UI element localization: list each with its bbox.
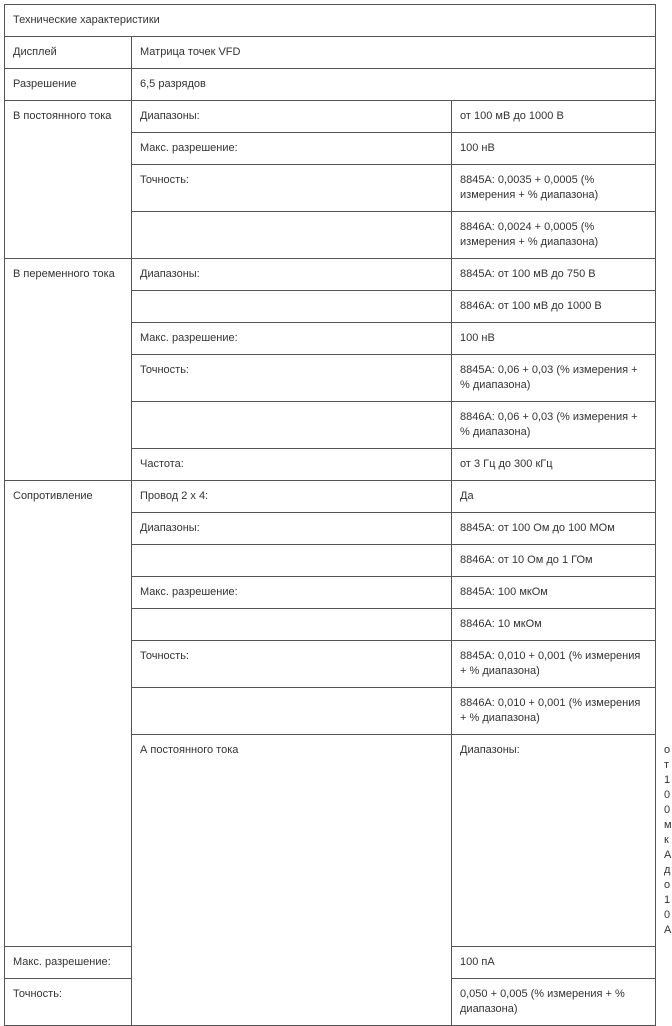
table-cell: 8846A: от 10 Ом до 1 ГОм: [452, 545, 656, 577]
table-cell: Диапазоны:: [452, 735, 656, 947]
table-cell: 6,5 разрядов: [132, 69, 656, 101]
table-cell: 8845A: 0,010 + 0,001 (% измерения + % диапазона): [452, 641, 656, 688]
table-cell: Диапазоны:: [132, 101, 452, 133]
table-cell: от 100 мВ до 1000 В: [452, 101, 656, 133]
table-cell: 8846A: 10 мкОм: [452, 609, 656, 641]
table-header-row: [5, 5, 656, 37]
specifications-table: [4, 4, 672, 1026]
table-cell: Макс. разрешение:: [132, 133, 452, 165]
table-row: [5, 101, 656, 133]
table-cell: Разрешение: [5, 69, 132, 101]
table-cell: 8845A: 0,06 + 0,03 (% измерения + % диапазона): [452, 355, 656, 402]
table-cell: Точность:: [132, 165, 452, 212]
table-cell: 100 пА: [452, 947, 656, 979]
table-cell: 8845A: 0,0035 + 0,0005 (% измерения + % диапазона): [452, 165, 656, 212]
table-row: [5, 37, 656, 69]
table-cell: [132, 545, 452, 577]
table-cell: 8845A: от 100 мВ до 750 В: [452, 259, 656, 291]
table-cell: [132, 291, 452, 323]
table-cell: Диапазоны:: [132, 513, 452, 545]
table-cell: 0,050 + 0,005 (% измерения + % диапазона): [452, 979, 656, 1026]
table-cell: Частота:: [132, 449, 452, 481]
table-row: [5, 259, 656, 291]
table-cell: 8846A: от 100 мВ до 1000 В: [452, 291, 656, 323]
table-cell: Да: [452, 481, 656, 513]
table-cell: 100 нВ: [452, 323, 656, 355]
table-cell: [132, 212, 452, 259]
table-cell: Точность:: [132, 355, 452, 402]
specifications-table-body: [5, 5, 672, 1026]
table-row: [5, 69, 656, 101]
table-cell: Точность:: [5, 979, 132, 1026]
table-cell: [132, 688, 452, 735]
table-cell: Сопротивление: [5, 481, 132, 947]
table-cell: от 3 Гц до 300 кГц: [452, 449, 656, 481]
table-cell: 8845A: 100 мкОм: [452, 577, 656, 609]
table-cell: Макс. разрешение:: [5, 947, 132, 979]
table-cell: Макс. разрешение:: [132, 577, 452, 609]
table-cell: [132, 402, 452, 449]
table-cell: 8846A: 0,010 + 0,001 (% измерения + % диапазона): [452, 688, 656, 735]
table-cell: Дисплей: [5, 37, 132, 69]
table-cell: А постоянного тока: [132, 735, 452, 1026]
table-title: Технические характеристики: [5, 5, 656, 37]
table-cell: Матрица точек VFD: [132, 37, 656, 69]
table-cell: 8846A: 0,06 + 0,03 (% измерения + % диапазона): [452, 402, 656, 449]
table-cell: Провод 2 x 4:: [132, 481, 452, 513]
table-cell: Макс. разрешение:: [132, 323, 452, 355]
table-cell: В постоянного тока: [5, 101, 132, 259]
table-cell: 100 нВ: [452, 133, 656, 165]
table-cell: Диапазоны:: [132, 259, 452, 291]
table-cell: [132, 609, 452, 641]
table-cell: 8845A: от 100 Ом до 100 МОм: [452, 513, 656, 545]
table-cell: В переменного тока: [5, 259, 132, 481]
table-cell: 8846A: 0,0024 + 0,0005 (% измерения + % диапазона): [452, 212, 656, 259]
table-row: [5, 481, 656, 513]
table-row: А постоянного тока Диапазоны: от 100 мкА до 10 А: [5, 735, 656, 947]
table-cell: Точность:: [132, 641, 452, 688]
